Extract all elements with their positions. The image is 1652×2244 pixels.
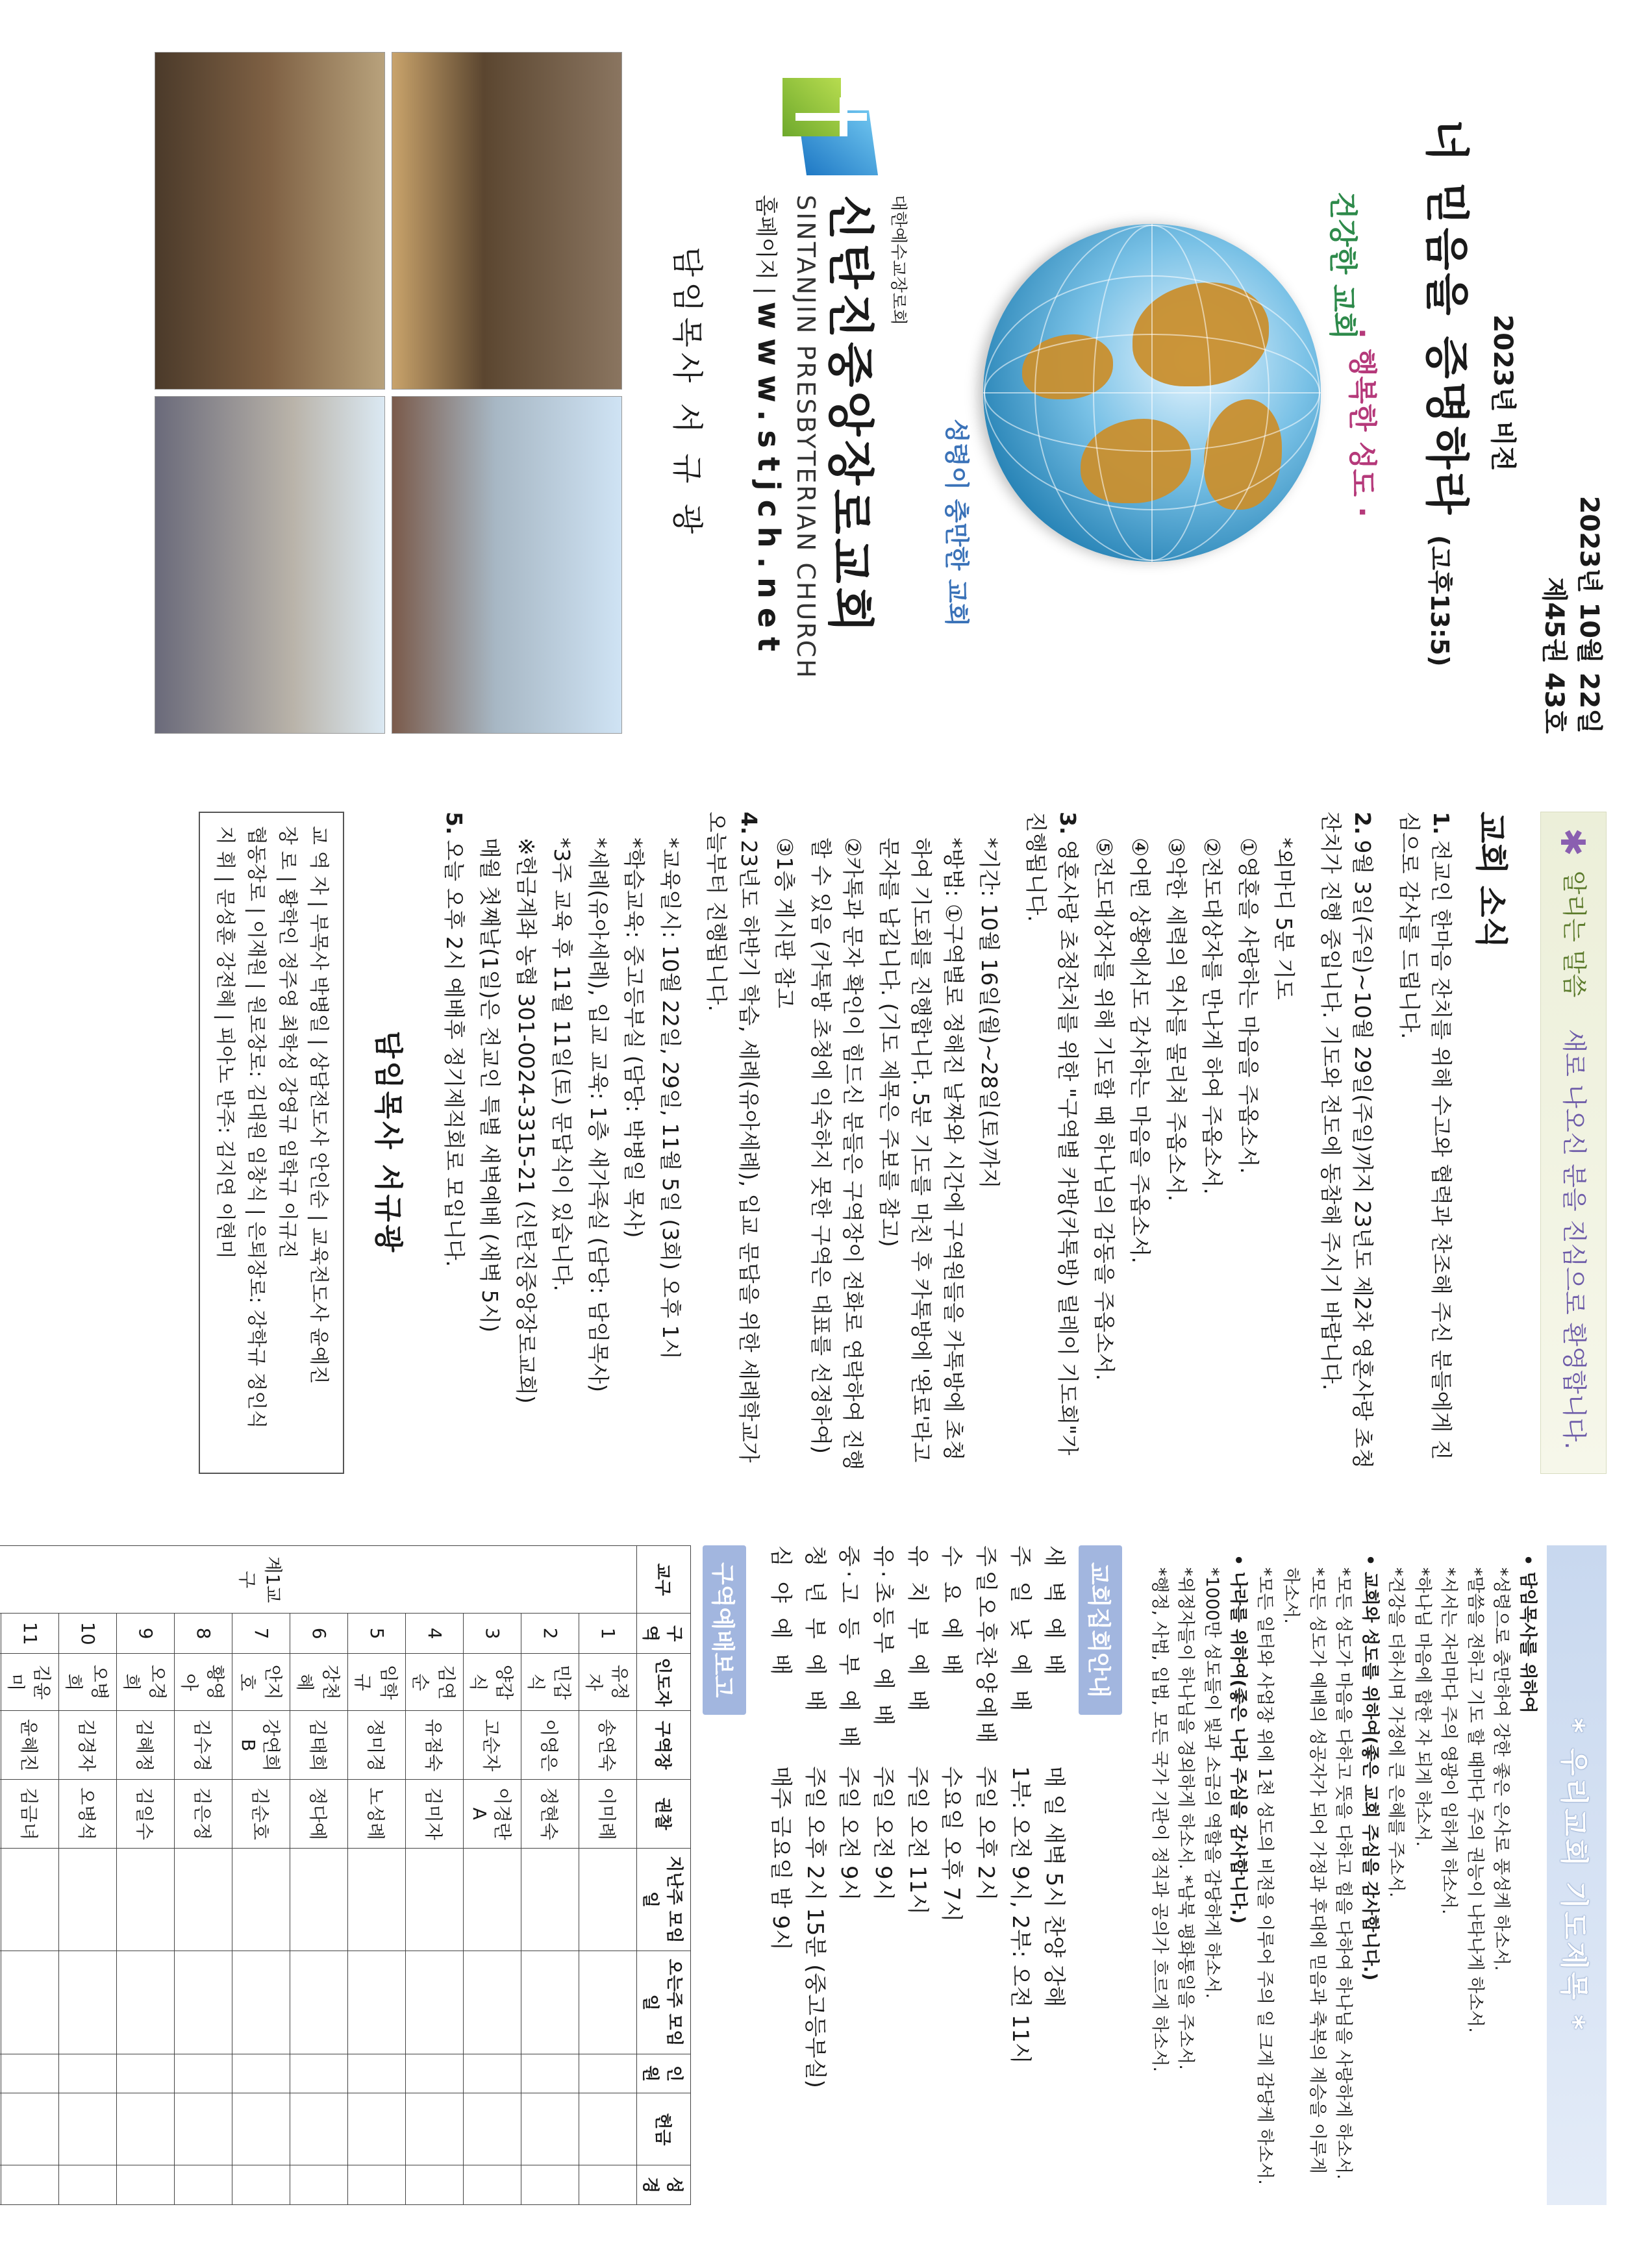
table-cell: 강연희B	[232, 1711, 290, 1780]
table-cell-district: 계1교구	[0, 1546, 637, 1614]
denomination-label: 대한예수교장로회	[888, 195, 908, 325]
news-item-text: ②카톡과 문자 확인이 힘드신 분들은 구역장이 전화로 연락하여 진행 할 수 있음 (카톡방 초청에 익숙하지 못한 구역은 대표를 선정하여)	[808, 838, 866, 1471]
table-cell: 2	[521, 1614, 579, 1654]
news-item	[618, 838, 651, 1474]
table-cell	[521, 1951, 579, 2054]
table-cell: 김은정	[175, 1780, 232, 1849]
table-cell: 정미경	[348, 1711, 406, 1780]
table-header-cell: 인도자	[637, 1654, 691, 1711]
news-item	[873, 838, 970, 1474]
table-row	[1, 1546, 59, 2205]
table-cell: 정다예	[290, 1780, 348, 1849]
table-cell	[579, 2093, 637, 2165]
schedule-row	[1003, 1545, 1037, 2205]
table-row	[59, 1546, 117, 2205]
staff-line: 지 휘 | 문성훈 강전혜 | 피아노 반주: 김지연 이현미	[214, 826, 237, 1259]
schedule-row	[968, 1545, 1003, 2205]
table-cell	[59, 2165, 117, 2205]
schedule-time: 주일 오후 2시	[973, 1766, 999, 1901]
news-item	[973, 838, 1006, 1474]
schedule-row	[763, 1545, 797, 2205]
table-header-cell: 구역장	[637, 1711, 691, 1780]
news-item	[1315, 812, 1379, 1474]
church-logo-block	[751, 78, 912, 734]
church-name: 신탄진중앙장로교회	[823, 195, 877, 636]
table-cell: 안지호	[232, 1654, 290, 1711]
table-cell: 김수경	[175, 1711, 232, 1780]
table-cell: 김윤미	[1, 1654, 59, 1711]
table-header-cell: 교구	[637, 1546, 691, 1614]
table-cell: 오병희	[59, 1654, 117, 1711]
schedule-time: 매 일 새벽 5시 찬양 강해	[1041, 1766, 1068, 2008]
schedule-service: 청 년 부 예 배	[801, 1545, 828, 1715]
church-logo-icon	[783, 78, 881, 175]
vision-reference: (고후13:5)	[1425, 534, 1454, 667]
photo-worship-service	[155, 52, 385, 390]
table-cell: 김혜정	[117, 1711, 175, 1780]
prayer-item: *위정자들이 하나님을 경외하게 하소서. *남북 평화통일을 주소서.	[1175, 1567, 1196, 2070]
prayer-item: *모든 일터와 사업장 위에 1천 성도의 비전을 이루어 주의 일 크게 감당케 하소서.	[1255, 1567, 1275, 2185]
news-item-text: ※헌금계좌 농협 301-0024-3315-21 (신탄진중앙장로교회)	[514, 838, 539, 1404]
bulletin-issue: 제45권 43호	[1539, 577, 1569, 734]
table-cell	[1, 1848, 59, 1951]
prayer-item: *말씀을 전하고 기도 할 때마다 주의 권능이 나타나게 하소서.	[1465, 1567, 1485, 2033]
prayer-item: *서서는 자리마다 주의 영광이 임하게 하소서.	[1438, 1567, 1459, 1915]
table-row	[579, 1546, 637, 2205]
news-item-text: *학습교육: 중고등부실 (담당: 박병일 목사)	[621, 838, 647, 1238]
homepage-label: 홈페이지 |	[753, 195, 779, 295]
table-cell	[579, 2165, 637, 2205]
table-cell	[290, 2054, 348, 2093]
banner-text: 새로 나오신 분을 진심으로 환영합니다.	[1560, 1028, 1588, 1450]
cover-pastor: 담임목사 서 규 광	[669, 246, 705, 540]
globe-slogan-3: 성령이 충만한 교회	[942, 419, 971, 627]
globe-grid-icon	[983, 224, 1321, 562]
table-cell: 강천혜	[290, 1654, 348, 1711]
report-tag: 구역예배보고	[703, 1545, 746, 1715]
news-item-text: ①영혼을 사랑하는 마음을 주옵소서.	[1236, 838, 1261, 1174]
table-cell	[406, 1951, 464, 2054]
table-cell: 노성례	[348, 1780, 406, 1849]
staff-line: 교 역 자 | 부목사 박병일 | 상담전도사 안인순 | 교육전도사 윤예진	[307, 826, 331, 1384]
schedule-row	[797, 1545, 832, 2205]
news-item	[1268, 838, 1301, 1474]
cover-date-block	[1536, 496, 1607, 734]
table-cell: 김미자	[406, 1780, 464, 1849]
table-cell: 김경자	[59, 1711, 117, 1780]
table-header-cell: 성경	[637, 2165, 691, 2205]
table-cell	[290, 2165, 348, 2205]
news-list	[438, 812, 1458, 1474]
table-cell	[0, 1614, 1, 1654]
schedule-service: 주 일 낮 예 배	[1007, 1545, 1033, 1715]
news-item-text: ⑤전도대상자를 위해 기도할 때 하나님의 감동을 주옵소서.	[1092, 838, 1117, 1381]
schedule-service: 수 요 예 배	[938, 1545, 965, 1679]
table-cell	[406, 2093, 464, 2165]
table-row	[117, 1546, 175, 2205]
table-cell	[406, 1848, 464, 1951]
table-cell: 김일수	[117, 1780, 175, 1849]
table-cell	[0, 1654, 1, 1711]
table-body	[0, 1546, 637, 2205]
table-cell: 3	[464, 1614, 521, 1654]
table-cell: 김태희	[290, 1711, 348, 1780]
schedule-time: 매주 금요일 밤 9시	[768, 1766, 794, 1951]
news-item-text: *3주 교육 후 11월 11일(토) 문답식이 있습니다.	[549, 838, 575, 1291]
table-cell: 이영은	[521, 1711, 579, 1780]
schedule-time: 주일 오전 11시	[904, 1766, 931, 1915]
prayer-list	[1140, 1545, 1547, 2205]
table-cell	[464, 2165, 521, 2205]
staff-line: 장 로 | 황학인 정주영 최학성 강영규 임학규 이규진	[276, 826, 299, 1258]
table-cell: 8	[175, 1614, 232, 1654]
table-cell: 양갑식	[464, 1654, 521, 1711]
schedule-row	[1037, 1545, 1071, 2205]
table-cell	[175, 1951, 232, 2054]
table-cell	[175, 2165, 232, 2205]
news-panel	[0, 773, 1652, 1513]
news-item	[438, 812, 471, 1474]
schedule-tag: 교회집회안내	[1079, 1545, 1123, 1715]
table-header-cell: 오는주 모임일	[637, 1951, 691, 2054]
table-cell	[521, 2165, 579, 2205]
table-cell	[117, 1951, 175, 2054]
news-item	[1233, 838, 1265, 1474]
table-cell	[1, 2165, 59, 2205]
table-cell: 4	[406, 1614, 464, 1654]
globe-illustration	[938, 146, 1392, 640]
table-cell	[232, 2165, 290, 2205]
prayer-item: *모든 성도가 마음을 다하고 뜻을 다하고 힘을 다하여 하나님을 사랑하게 하소서.	[1333, 1567, 1354, 2180]
table-cell	[290, 2093, 348, 2165]
news-item	[582, 838, 615, 1474]
news-item-number: 4.	[736, 812, 762, 835]
table-cell	[406, 2165, 464, 2205]
schedule-time: 주일 오후 2시 15분 (중고등부실)	[801, 1766, 828, 2088]
table-cell	[348, 1848, 406, 1951]
table-cell	[579, 1951, 637, 2054]
table-cell	[579, 1848, 637, 1951]
news-item-text: ②전도대상자를 만나게 하여 주옵소서.	[1199, 838, 1225, 1195]
table-cell: 9	[117, 1614, 175, 1654]
table-cell: 윤혜진	[1, 1711, 59, 1780]
schedule-service: 심 야 예 배	[768, 1545, 794, 1679]
table-cell	[521, 2054, 579, 2093]
table-row	[406, 1546, 464, 2205]
news-item-number: 3.	[1055, 812, 1081, 835]
table-cell: 김연순	[406, 1654, 464, 1711]
table-cell	[290, 1951, 348, 2054]
prayer-heading: • 나라를 위하여(좋은 나라 주심을 감사합니다.)	[1228, 1554, 1249, 1924]
table-cell: 1	[579, 1614, 637, 1654]
table-cell: 7	[232, 1614, 290, 1654]
table-cell	[464, 2093, 521, 2165]
table-cell: 고순자	[464, 1711, 521, 1780]
table-cell	[59, 1848, 117, 1951]
globe-slogan-2: · 행복한 성도 ·	[1345, 328, 1379, 517]
table-header-cell: 권찰	[637, 1780, 691, 1849]
table-header-cell: 헌금	[637, 2093, 691, 2165]
schedule-row	[832, 1545, 866, 2205]
table-cell	[232, 2093, 290, 2165]
news-item-number: 1.	[1429, 812, 1455, 835]
table-cell	[0, 1848, 1, 1951]
table-cell	[579, 2054, 637, 2093]
news-item	[655, 838, 687, 1474]
table-cell	[232, 1951, 290, 2054]
table-cell: 오경희	[117, 1654, 175, 1711]
schedule-service: 유·초등부 예 배	[870, 1545, 897, 1730]
table-cell	[1, 2093, 59, 2165]
table-cell	[0, 2165, 1, 2205]
photo-congregation-group	[155, 396, 385, 734]
table-cell	[464, 1848, 521, 1951]
table-cell	[348, 1951, 406, 2054]
table-cell: 유정자	[579, 1654, 637, 1711]
table-cell	[175, 2054, 232, 2093]
prayer-item: *1000만 성도들이 빛과 소금의 역할을 감당하게 하소서.	[1202, 1567, 1222, 1999]
prayer-item: *성령으로 충만하여 강한 좋은 은사로 풍성케 하소서.	[1491, 1567, 1512, 1971]
table-cell: 5	[348, 1614, 406, 1654]
news-item-text: *세례(유아세례), 입교 교육: 1층 새가족실 (담당: 담임목사)	[586, 838, 611, 1393]
news-item	[474, 838, 507, 1474]
photo-collage	[155, 52, 622, 734]
prayer-item: *건강을 더하시며 가정에 큰 은혜를 주소서.	[1386, 1567, 1407, 1898]
table-cell: 민갑식	[521, 1654, 579, 1711]
table-cell	[290, 1848, 348, 1951]
table-cell: 이미례	[579, 1780, 637, 1849]
table-row	[175, 1546, 232, 2205]
cover-header	[1536, 52, 1607, 734]
table-cell	[521, 1848, 579, 1951]
news-item	[769, 838, 801, 1474]
table-cell: 송연숙	[579, 1711, 637, 1780]
table-cell	[1, 2054, 59, 2093]
schedule-time: 주일 오전 9시	[836, 1766, 862, 1901]
prayer-item: *하나님 마음에 합한 자 되게 하소서.	[1412, 1567, 1433, 1847]
table-cell: 정현숙	[521, 1780, 579, 1849]
table-cell	[232, 1848, 290, 1951]
news-item	[1020, 812, 1084, 1474]
table-cell	[1, 1951, 59, 2054]
table-cell: 김금녀	[1, 1780, 59, 1849]
table-cell	[464, 1951, 521, 2054]
table-cell: 임학규	[348, 1654, 406, 1711]
table-cell: 유점숙	[406, 1711, 464, 1780]
news-item-text: *교육일시: 10월 22일, 29일, 11월 5일 (3회) 오후 1시	[658, 838, 683, 1360]
table-cell: 이경란A	[464, 1780, 521, 1849]
news-item	[1196, 838, 1229, 1474]
bulletin-date: 2023년 10월 22일	[1574, 495, 1604, 734]
star-icon: ✱	[1553, 828, 1592, 856]
news-item	[1160, 838, 1193, 1474]
table-cell	[521, 2093, 579, 2165]
church-name-english: SINTANJIN PRESBYTERIAN CHURCH	[792, 195, 820, 680]
news-item-text: 전교인 한마음 잔치를 위해 수고와 협력과 찬조해 주신 분들에게 진심으로 감사를 드립니다.	[1397, 812, 1455, 1460]
news-item-text: *기간: 10월 16일(월)~28일(토)까지	[977, 838, 1003, 1189]
table-cell	[117, 1848, 175, 1951]
homepage-url[interactable]: www.stjch.net	[751, 301, 786, 661]
table-cell	[117, 2093, 175, 2165]
prayer-item: *행정, 사법, 입법, 모든 국가 기관이 정직과 공의가 흐르게 하소서.	[1149, 1567, 1170, 2073]
table-cell	[59, 2054, 117, 2093]
news-item-number: 5.	[442, 812, 467, 835]
table-row	[464, 1546, 521, 2205]
vision-title	[1418, 52, 1481, 734]
table-cell	[0, 1711, 1, 1780]
table-header-cell: 지난주 모임일	[637, 1848, 691, 1951]
schedule-time: 주일 오전 9시	[870, 1766, 897, 1901]
news-item-text: ④어떤 상황에서도 감사하는 마음을 주옵소서.	[1127, 838, 1153, 1264]
news-item-text: 오늘 오후 2시 예배후 정기제직회로 모입니다.	[442, 840, 467, 1267]
schedule-service: 주일오후찬양예배	[973, 1545, 999, 1747]
schedule-service: 중·고 등 부 예 배	[836, 1545, 862, 1752]
table-cell	[59, 1951, 117, 2054]
table-cell	[0, 1951, 1, 2054]
schedule-service: 유 치 부 예 배	[904, 1545, 931, 1715]
prayer-title: * 우리교회 기도제목 *	[1547, 1545, 1607, 2205]
schedule-time: 수요일 오후 7시	[938, 1766, 965, 1923]
table-cell	[0, 2093, 1, 2165]
cover-panel	[0, 0, 1652, 773]
news-item	[1394, 812, 1458, 1474]
table-cell	[464, 2054, 521, 2093]
table-cell	[348, 2093, 406, 2165]
news-item	[805, 838, 870, 1474]
table-cell: 10	[59, 1614, 117, 1654]
table-cell	[117, 2165, 175, 2205]
welcome-banner	[1541, 812, 1607, 1474]
news-item-text: 매월 첫째날(1일)은 전교인 특별 새벽예배 (새벽 5시)	[477, 838, 503, 1333]
photo-church-building	[392, 396, 622, 734]
info-panel	[0, 1513, 1652, 2244]
prayer-heading: • 담임목사를 위하여	[1518, 1554, 1538, 1714]
table-cell: 11	[1, 1614, 59, 1654]
table-row	[290, 1546, 348, 2205]
prayer-heading: • 교회와 성도를 위하여(좋은 교회 주심을 감사합니다.)	[1360, 1554, 1380, 1981]
table-header-cell: 구역	[637, 1614, 691, 1654]
table-cell: 오병석	[59, 1780, 117, 1849]
news-title: 교회 소식	[1472, 812, 1510, 949]
news-signature: 담임목사 서규광	[371, 1030, 405, 1255]
staff-box	[199, 812, 345, 1474]
prayer-item: *모든 성도가 예배의 성공자가 되어 가정과 후대에 믿음과 축복의 계승을 이루게 하소서.	[1281, 1567, 1327, 2174]
table-row	[232, 1546, 290, 2205]
table-row	[0, 1546, 1, 2205]
news-item	[510, 838, 543, 1474]
schedule-service: 새 벽 예 배	[1041, 1545, 1068, 1679]
schedule-time: 1부: 오전 9시, 2부: 오전 11시	[1007, 1766, 1033, 2064]
schedule-row	[866, 1545, 900, 2205]
photo-pastor-preaching	[392, 52, 622, 390]
table-header-cell: 인원	[637, 2054, 691, 2093]
table-cell	[348, 2165, 406, 2205]
vision-subtitle: 2023년 비전	[1488, 314, 1518, 471]
staff-line: 협동장로 | 이재원 | 원로장로: 김대원 임창식 | 은퇴장로: 강학규 정인식	[245, 826, 268, 1429]
news-item-text: *방법: ①구역별로 정해진 날짜와 시간에 구역원들을 카톡방에 초청하여 기도회를 진행합니다. 5분 기도를 마친 후 카톡방에 '완료'라고 문자를 남깁니다. (기도 제목은 주보를 참고)	[877, 838, 966, 1463]
group-report-table	[0, 1545, 691, 2205]
schedule-row	[900, 1545, 934, 2205]
homepage-line	[751, 195, 786, 680]
news-item-number: 2.	[1350, 812, 1376, 835]
banner-label: 알리는 말씀	[1560, 870, 1588, 998]
news-item	[1124, 838, 1157, 1474]
news-item	[701, 812, 765, 1474]
schedule-row	[934, 1545, 969, 2205]
table-cell	[0, 1780, 1, 1849]
table-cell: 6	[290, 1614, 348, 1654]
news-item-text: ③1층 게시판 참고	[772, 838, 798, 1008]
table-cell	[406, 2054, 464, 2093]
news-item-text: 영혼사랑 초청잔치를 위한 "구역별 카방(카톡방) 릴레이 기도회"가 진행됩니다.	[1023, 812, 1081, 1456]
news-item-text: 9월 3일(주일)~10월 29일(주일)까지 23년도 제2차 영혼사랑 초청잔치가 진행 중입니다. 기도와 전도에 동참해 주시기 바랍니다.	[1318, 812, 1376, 1469]
table-cell	[0, 2054, 1, 2093]
globe-icon	[983, 224, 1321, 562]
worship-schedule	[763, 1545, 1071, 2205]
table-row	[348, 1546, 406, 2205]
globe-slogan-1: 건강한 교회	[1326, 192, 1359, 340]
table-cell: 김순호	[232, 1780, 290, 1849]
table-cell	[117, 2054, 175, 2093]
table-cell	[232, 2054, 290, 2093]
news-item-text: ③악한 세력의 역사를 물리쳐 주옵소서.	[1164, 838, 1189, 1202]
news-item-text: 23년도 하반기 학습, 세례(유아세례), 입교 문답을 위한 세례학교가 오늘부터 진행됩니다.	[704, 812, 762, 1463]
table-row	[521, 1546, 579, 2205]
vision-text: 너 믿음을 증명하라	[1420, 119, 1471, 517]
table-cell: 황영아	[175, 1654, 232, 1711]
news-item	[1088, 838, 1121, 1474]
table-cell	[175, 2093, 232, 2165]
news-item-text: *외마디 5분 기도	[1271, 838, 1297, 1000]
table-cell	[59, 2093, 117, 2165]
table-header-row	[637, 1546, 691, 2205]
news-item	[546, 838, 579, 1474]
table-cell	[175, 1848, 232, 1951]
table-cell	[348, 2054, 406, 2093]
